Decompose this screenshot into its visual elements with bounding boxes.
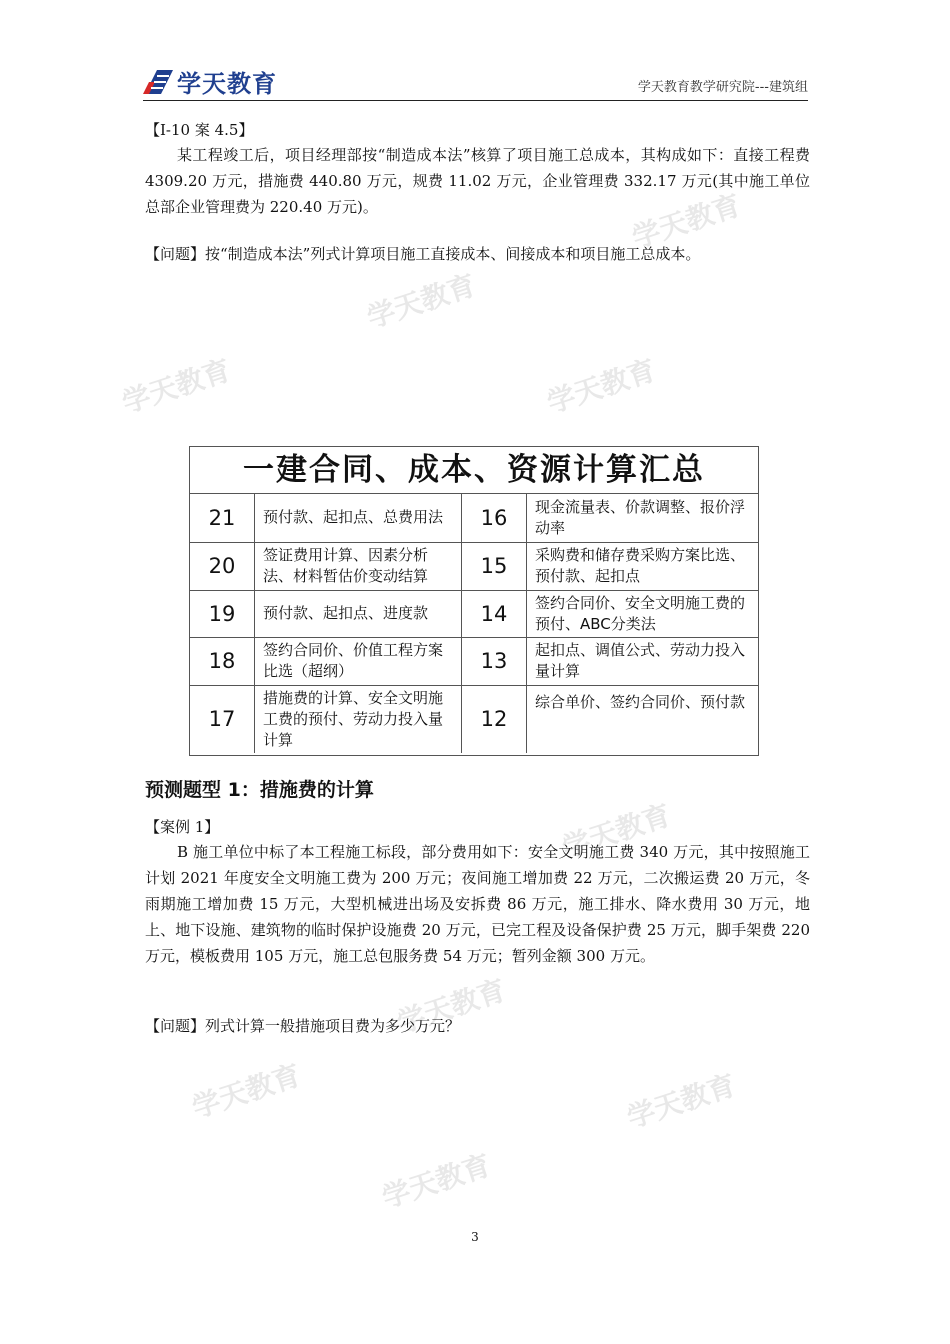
watermark: 学天教育	[558, 798, 675, 865]
table-row	[190, 542, 758, 590]
section-title: 预测题型 1：措施费的计算	[145, 779, 374, 801]
row-topics: 现金流量表、价款调整、报价浮动率	[527, 494, 759, 542]
watermark: 学天教育	[543, 353, 660, 420]
watermark: 学天教育	[363, 268, 480, 335]
summary-table	[189, 446, 759, 756]
row-topics: 签证费用计算、因素分析法、材料暂估价变动结算	[255, 542, 462, 590]
watermark: 学天教育	[118, 353, 235, 420]
row-topics: 措施费的计算、安全文明施工费的预付、劳动力投入量计算	[255, 685, 462, 753]
row-topics: 预付款、起扣点、总费用法	[255, 494, 462, 542]
logo-mark-icon	[143, 68, 173, 96]
page-number: 3	[471, 1230, 479, 1244]
case-tag: 【案例 1】	[145, 818, 220, 836]
row-number: 16	[462, 494, 527, 542]
row-topics: 采购费和储存费采购方案比选、预付款、起扣点	[527, 542, 759, 590]
row-topics: 预付款、起扣点、进度款	[255, 590, 462, 637]
row-topics: 起扣点、调值公式、劳动力投入量计算	[527, 637, 759, 685]
header-department: 学天教育教学研究院---建筑组	[637, 80, 808, 95]
table-row	[190, 637, 758, 685]
logo	[143, 64, 277, 99]
row-number: 18	[190, 637, 255, 685]
case-question: 【问题】列式计算一般措施项目费为多少万元？	[145, 1017, 461, 1035]
row-number: 17	[190, 685, 255, 753]
case-tag: 【I-10 案 4.5】	[145, 121, 254, 139]
row-topics: 签约合同价、安全文明施工费的预付、ABC分类法	[527, 590, 759, 637]
case-body: B 施工单位中标了本工程施工标段，部分费用如下：安全文明施工费 340 万元，其中按照施工计划 2021 年度安全文明施工费为 200 万元；夜间施工增加费 22 万元，二次搬运费 20 万元，冬雨期施工增加费 15 万元，大型机械进出场及安拆费 86 万元，施工排水、降水费用 30 万元，地上、地下设施、建筑物的临时保护设施费 20 万元，已完工程及设备保护费 25 万元，脚手架费 220 万元，模板费用 105 万元，施工总包服务费 54 万元；暂列金额 300 万元。	[145, 843, 810, 965]
watermark: 学天教育	[393, 973, 510, 1040]
row-number: 14	[462, 590, 527, 637]
row-number: 13	[462, 637, 527, 685]
table-row	[190, 685, 758, 753]
row-topics: 签约合同价、价值工程方案比选（超纲）	[255, 637, 462, 685]
table-row	[190, 494, 758, 542]
row-topics: 综合单价、签约合同价、预付款	[527, 685, 759, 753]
row-number: 21	[190, 494, 255, 542]
row-number: 19	[190, 590, 255, 637]
logo-text: 学天教育	[177, 70, 277, 98]
watermark: 学天教育	[378, 1148, 495, 1215]
summary-grid	[190, 494, 758, 753]
table-row	[190, 590, 758, 637]
summary-table-title: 一建合同、成本、资源计算汇总	[190, 447, 758, 494]
case-question: 【问题】按“制造成本法”列式计算项目施工直接成本、间接成本和项目施工总成本。	[145, 245, 701, 263]
watermark: 学天教育	[623, 1068, 740, 1135]
page-header	[143, 62, 808, 101]
watermark: 学天教育	[628, 188, 745, 255]
case-body: 某工程竣工后，项目经理部按“制造成本法”核算了项目施工总成本，其构成如下：直接工程费 4309.20 万元，措施费 440.80 万元，规费 11.02 万元，企业管理费 332.17 万元(其中施工单位总部企业管理费为 220.40 万元)。	[145, 146, 810, 216]
row-number: 15	[462, 542, 527, 590]
watermark: 学天教育	[188, 1058, 305, 1125]
row-number: 12	[462, 685, 527, 753]
row-number: 20	[190, 542, 255, 590]
